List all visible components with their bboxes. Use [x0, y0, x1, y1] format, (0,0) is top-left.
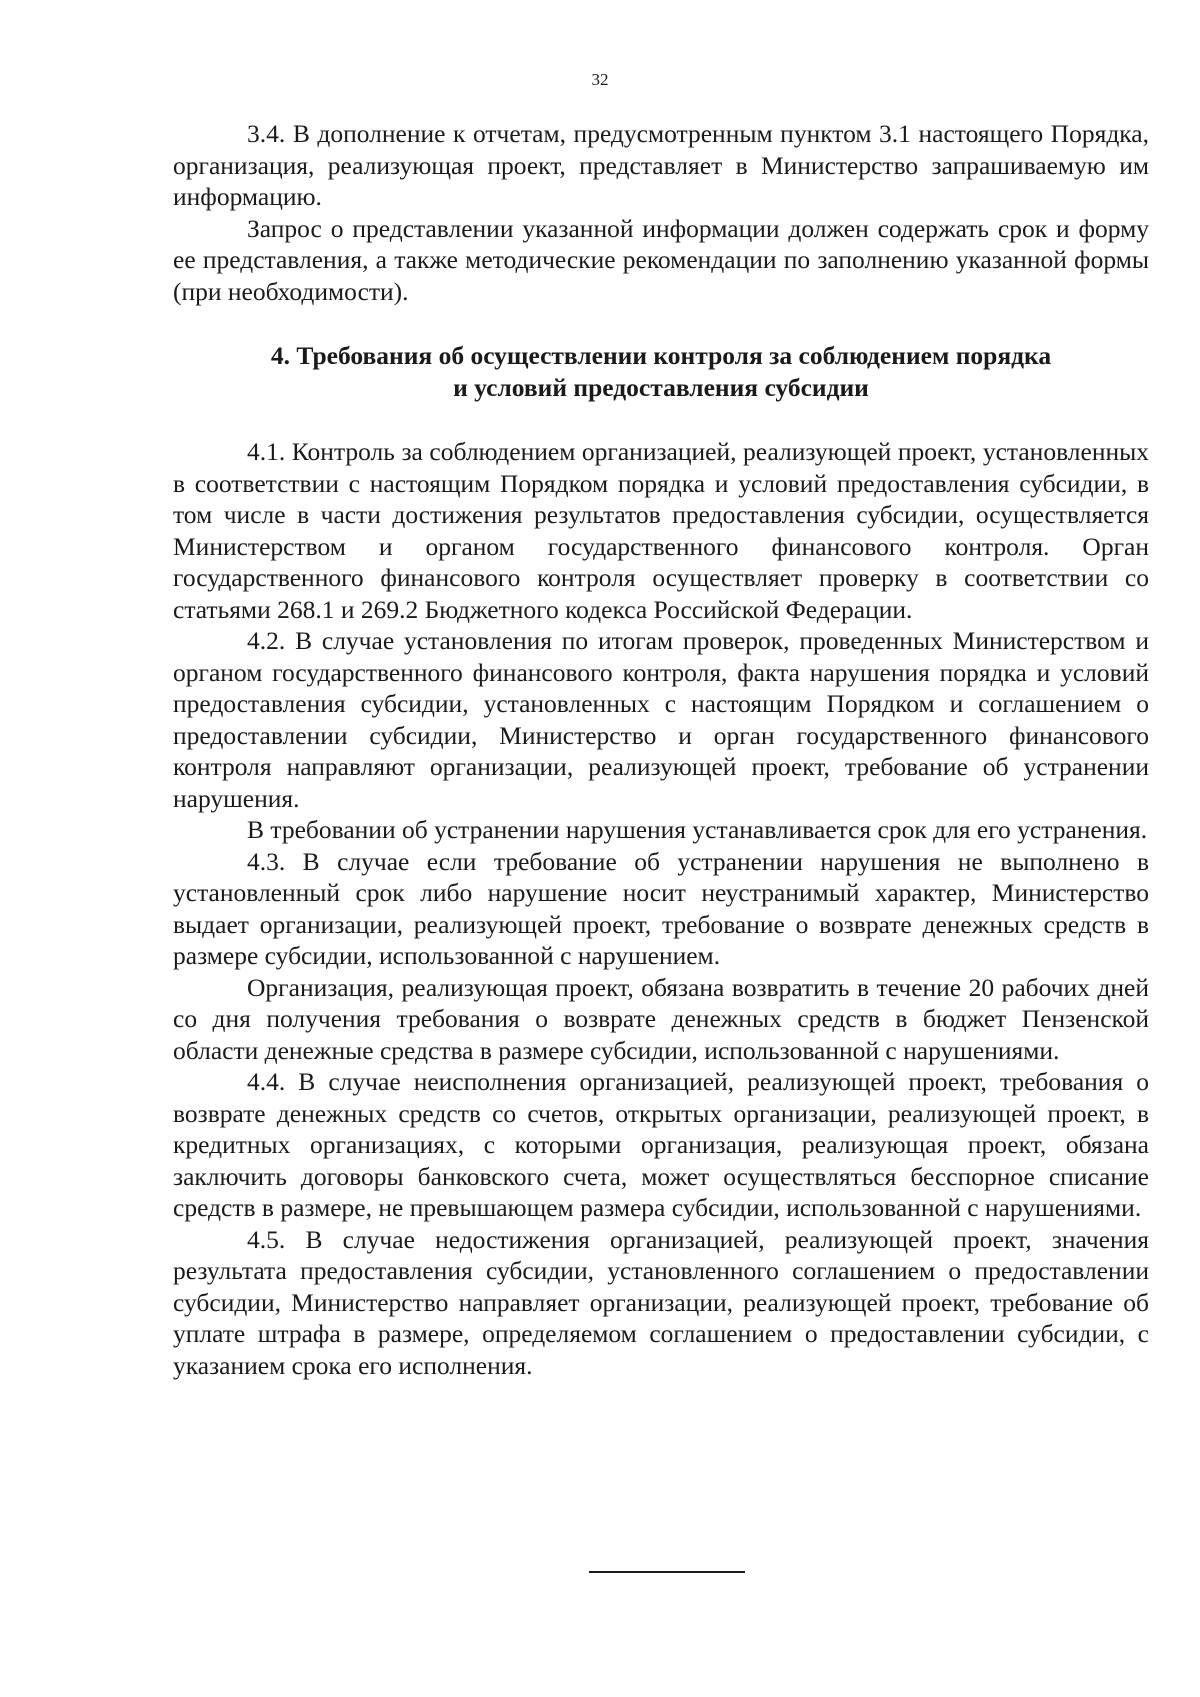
- end-separator-line: [589, 1571, 745, 1573]
- paragraph-3-4-request: Запрос о представлении указанной информации должен содержать срок и форму ее представления, а также методические рекомендации по заполнению указанной формы (при необходимости).: [173, 213, 1149, 306]
- heading-line-2: и условий предоставления субсидии: [453, 372, 869, 402]
- paragraph-3-4: 3.4. В дополнение к отчетам, предусмотренным пунктом 3.1 настоящего Порядка, организация, реализующая проект, представляет в Министерство запрашиваемую им информацию.: [173, 119, 1149, 211]
- section-4-text: [173, 436, 1149, 1381]
- paragraph-4-5: 4.5. В случае недостижения организацией, реализующей проект, значения результата предоставления субсидии, установленного соглашением о предоставлении субсидии, Министерство направляет организации, реализующей проект, требование об уплате штрафа в размере, определяемом соглашением о предоставлении субсидии, с указанием срока его исполнения.: [173, 1224, 1149, 1380]
- paragraph-4-2-term: В требовании об устранении нарушения устанавливается срок для его устранения.: [247, 815, 1148, 844]
- paragraph-4-2: 4.2. В случае установления по итогам проверок, проведенных Министерством и органом государственного финансового контроля, факта нарушения порядка и условий предоставления субсидии, установленных с настоящим Порядком и соглашением о предоставлении субсидии, Министерство и орган государственного финансового контроля направляют организации, реализующей проект, требование об устранении нарушения.: [173, 626, 1149, 813]
- paragraph-4-4: 4.4. В случае неисполнения организацией, реализующей проект, требования о возврате денежных средств со счетов, открытых организации, реализующей проект, в кредитных организациях, с которыми организация, реализующая проект, обязана заключить договоры банковского счета, может осуществляться бесспорное списание средств в размере, не превышающем размера субсидии, использованной с нарушениями.: [173, 1067, 1149, 1222]
- paragraph-4-3: 4.3. В случае если требование об устранении нарушения не выполнено в установленный срок либо нарушение носит неустранимый характер, Министерство выдает организации, реализующей проект, требование о возврате денежных средств в размере субсидии, использованной с нарушением.: [173, 846, 1149, 970]
- section-3-text: [173, 118, 1149, 307]
- paragraph-4-3-return: Организация, реализующая проект, обязана возвратить в течение 20 рабочих дней со дня получения требования о возврате денежных средств в бюджет Пензенской области денежные средства в размере субсидии, использованной с нарушениями.: [173, 972, 1149, 1065]
- section-4-heading: [173, 340, 1149, 403]
- paragraph-4-1: 4.1. Контроль за соблюдением организацией, реализующей проект, установленных в соответствии с настоящим Порядком порядка и условий предоставления субсидии, в том числе в части достижения результатов предоставления субсидии, осуществляется Министерством и органом государственного финансового контроля. Орган государственного финансового контроля осуществляет проверку в соответствии со статьями 268.1 и 269.2 Бюджетного кодекса Российской Федерации.: [173, 437, 1149, 624]
- heading-line-1: 4. Требования об осуществлении контроля за соблюдением порядка: [270, 341, 1052, 370]
- page-number: 32: [591, 70, 609, 89]
